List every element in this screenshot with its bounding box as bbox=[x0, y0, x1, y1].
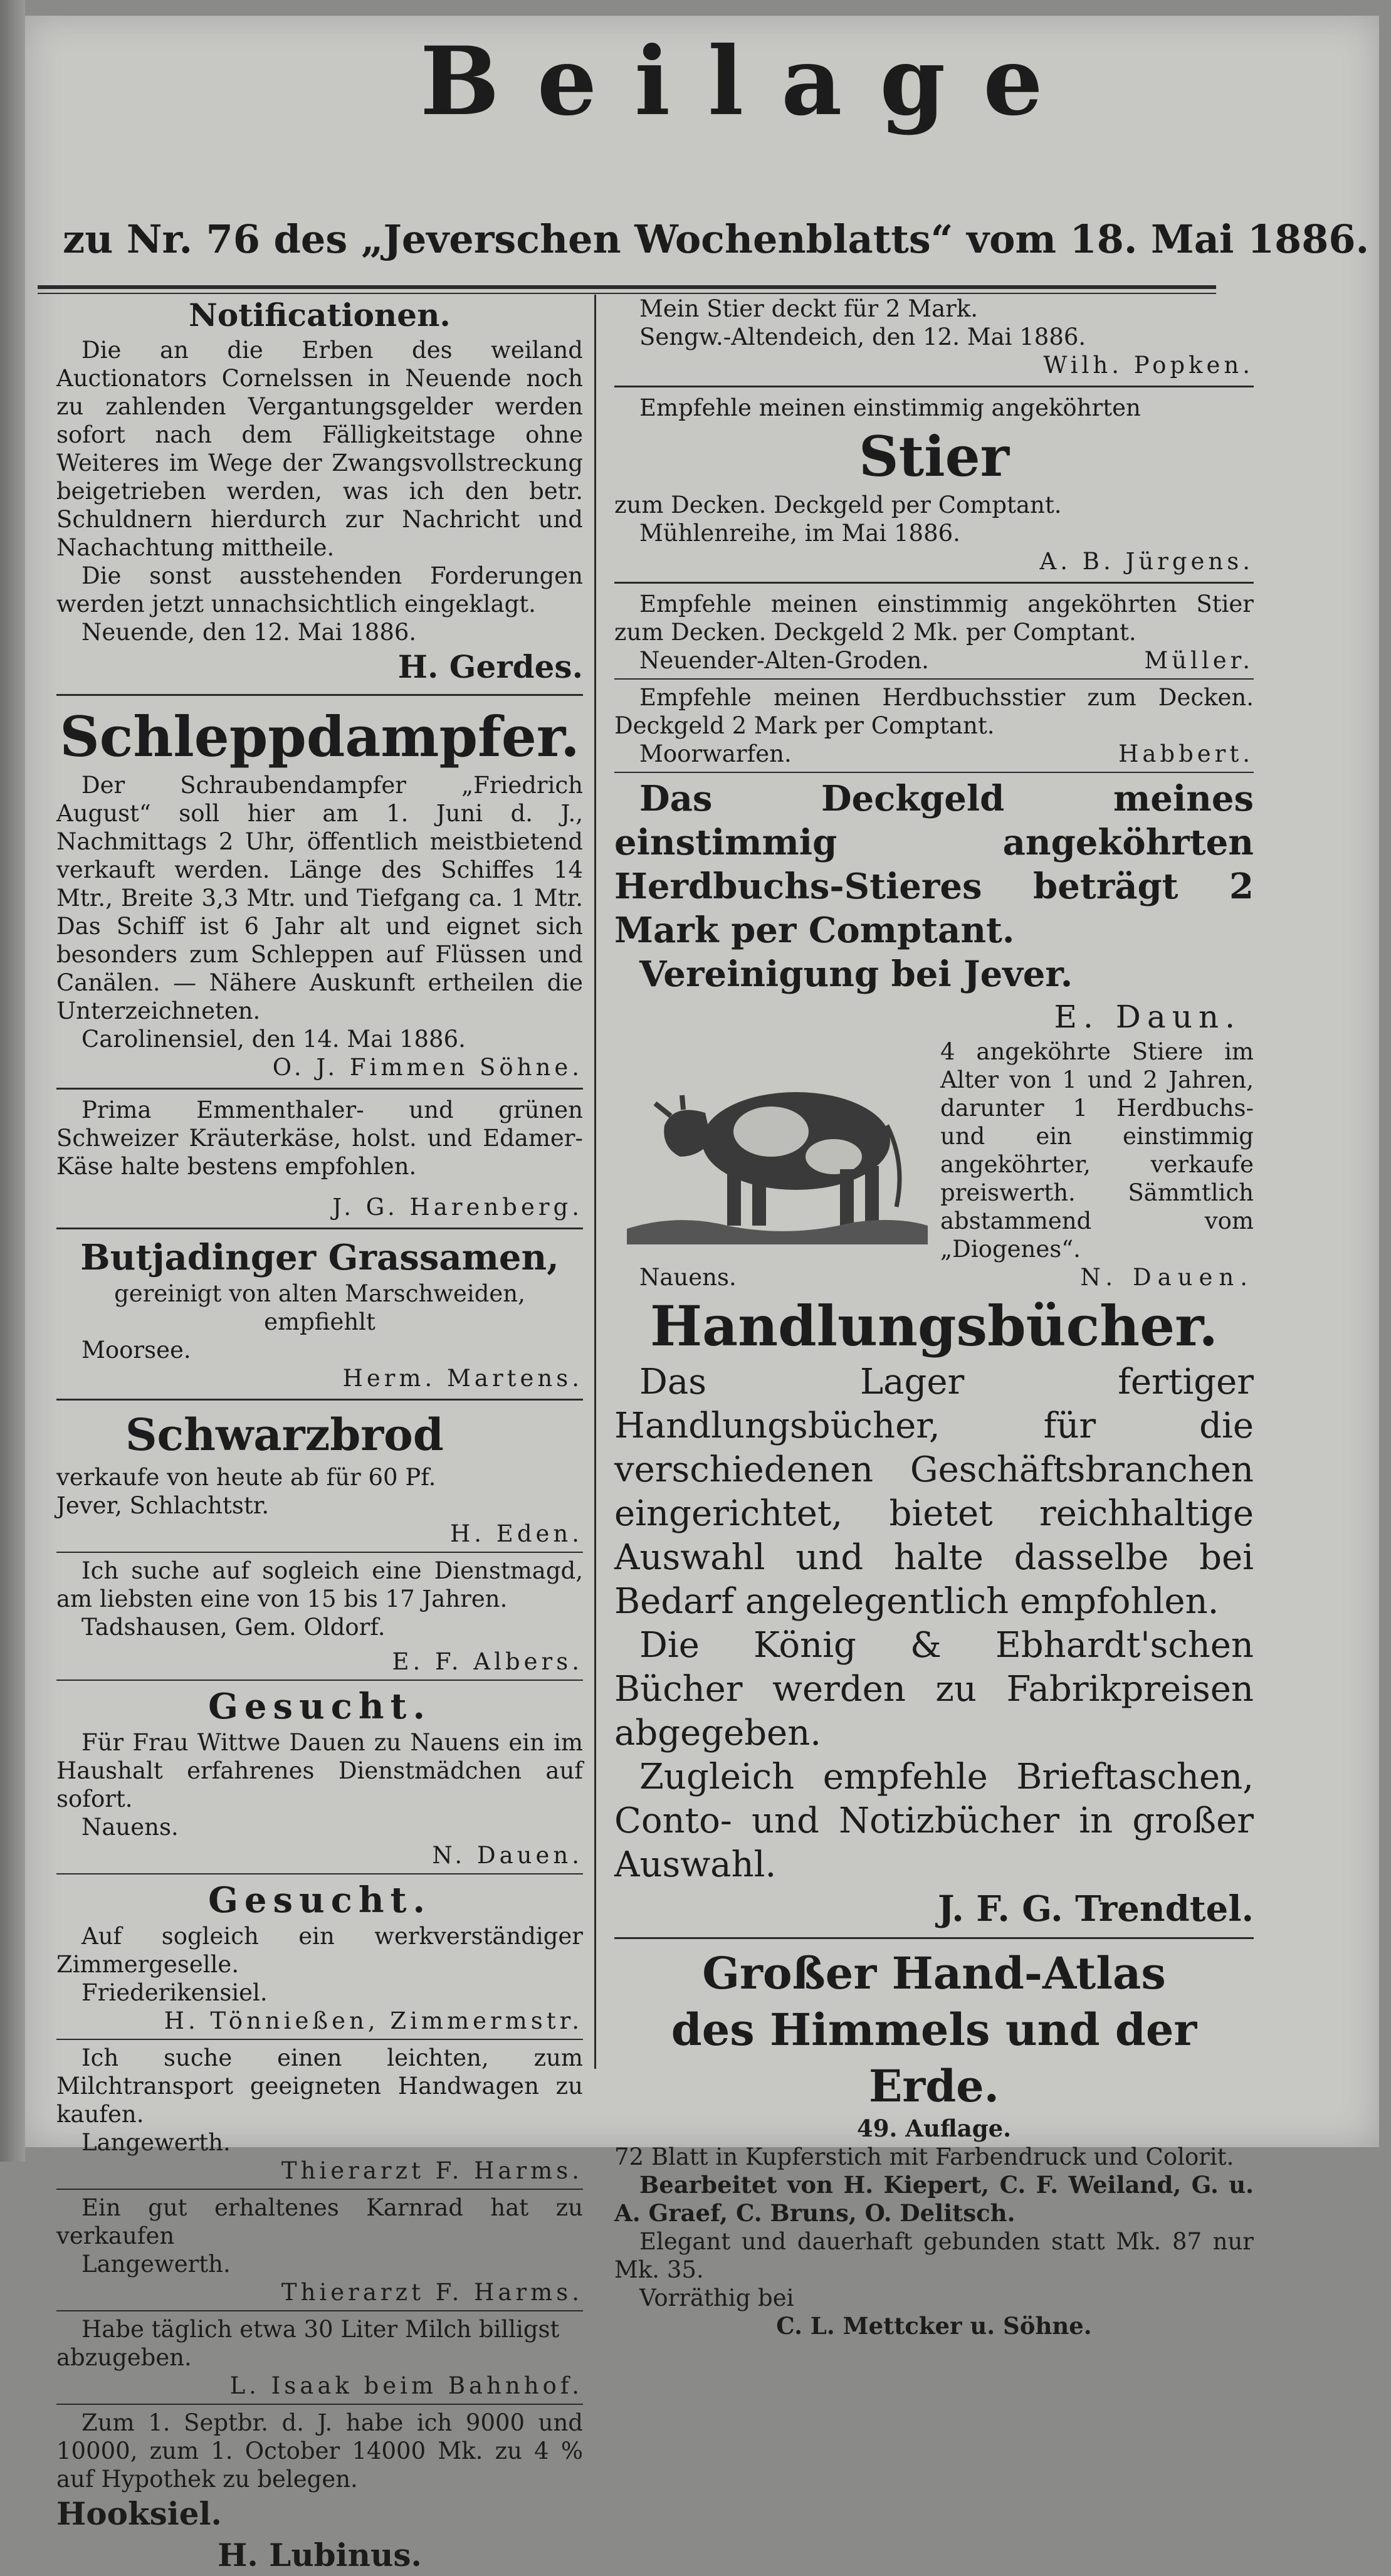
divider bbox=[614, 678, 1254, 680]
atlas-edition: 49. Auflage. bbox=[856, 2115, 1012, 2142]
dauen-place: Nauens. bbox=[639, 1264, 737, 1291]
stier1-line: Mein Stier deckt für 2 Mark. bbox=[639, 295, 979, 322]
brod-heading: Schwarzbrod bbox=[125, 1409, 444, 1461]
brod-sign: H. Eden. bbox=[450, 1520, 583, 1547]
karnrad-body: Ein gut erhaltenes Karnrad hat zu verkaufen bbox=[56, 2194, 583, 2249]
magd-place: Tadshausen, Gem. Oldorf. bbox=[81, 1614, 386, 1641]
gesucht1-body: Für Frau Wittwe Dauen zu Nauens ein im Haushalt erfahrenes Dienstmädchen auf sofort. bbox=[56, 1729, 583, 1812]
right-column bbox=[614, 295, 1254, 2340]
ad-stier-popken bbox=[614, 295, 1254, 379]
stier4-place: Moorwarfen. bbox=[639, 740, 792, 767]
page-subtitle: zu Nr. 76 des „Jeverschen Wochenblatts“ vom 18. Mai 1886. bbox=[63, 216, 1370, 262]
kaese-sign: J. G. Harenberg. bbox=[332, 1194, 583, 1221]
dauen-body: 4 angeköhrte Stiere im Alter von 1 und 2 Jahren, darunter 1 Herdbuchs- und ein einstimmig angeköhrter, verkaufe preiswerth. Sämmtlich abstammend vom „Diogenes“. bbox=[940, 1038, 1254, 1263]
geld-body: Zum 1. Septbr. d. J. habe ich 9000 und 10000, zum 1. October 14000 Mk. zu 4 % auf Hypothek zu belegen. bbox=[56, 2409, 583, 2493]
stier1-sign: Wilh. Popken. bbox=[1043, 352, 1254, 379]
cow-illustration bbox=[627, 1038, 928, 1244]
gesucht2-place: Friederikensiel. bbox=[81, 1979, 268, 2006]
ad-dauen-stiere bbox=[614, 1038, 1254, 1291]
ad-handlungsbuecher bbox=[614, 1291, 1254, 1931]
divider bbox=[56, 2189, 583, 2190]
atlas-sign: C. L. Mettcker u. Söhne. bbox=[776, 2312, 1092, 2340]
page-title: Beilage bbox=[420, 26, 1081, 137]
handwagen-sign: Thierarzt F. Harms. bbox=[281, 2157, 583, 2184]
stier3-body: Empfehle meinen einstimmig angeköhrten Stier zum Decken. Deckgeld 2 Mk. per Comptant. bbox=[614, 591, 1254, 646]
divider bbox=[614, 772, 1254, 773]
buecher-body2: Die König & Ebhardt'schen Bücher werden zu Fabrikpreisen abgegeben. bbox=[614, 1625, 1254, 1753]
gras-sign: Herm. Martens. bbox=[342, 1365, 583, 1392]
daun-place: Vereinigung bei Jever. bbox=[639, 954, 1073, 995]
divider bbox=[614, 1937, 1254, 1939]
divider bbox=[56, 1873, 583, 1874]
stier2-line2: zum Decken. Deckgeld per Comptant. bbox=[614, 492, 1062, 518]
header-rule bbox=[38, 285, 1216, 289]
notif-heading: Notificationen. bbox=[189, 297, 451, 334]
stier3-footer bbox=[614, 646, 1254, 675]
column-separator bbox=[594, 295, 596, 2069]
notif-place: Neuende, den 12. Mai 1886. bbox=[81, 619, 417, 646]
notif-sign: H. Gerdes. bbox=[397, 648, 583, 685]
divider bbox=[56, 2310, 583, 2311]
newspaper-page bbox=[25, 16, 1379, 2573]
karnrad-sign: Thierarzt F. Harms. bbox=[281, 2279, 583, 2306]
buecher-body3: Zugleich empfehle Brieftaschen, Conto- und Notizbücher in großer Auswahl. bbox=[614, 1757, 1254, 1885]
atlas-line4: Vorräthig bei bbox=[639, 2284, 794, 2311]
milch-sign: L. Isaak beim Bahnhof. bbox=[229, 2372, 583, 2399]
ad-karnrad bbox=[56, 2194, 583, 2306]
buecher-heading: Handlungsbücher. bbox=[649, 1293, 1219, 1359]
ad-gesucht-2 bbox=[56, 1878, 583, 2035]
handwagen-place: Langewerth. bbox=[81, 2129, 231, 2156]
magd-body: Ich suche auf sogleich eine Dienstmagd, am liebsten eine von 15 bis 17 Jahren. bbox=[56, 1557, 583, 1612]
divider bbox=[56, 1552, 583, 1553]
header-rule-thin bbox=[38, 293, 1216, 294]
ad-daun bbox=[614, 777, 1254, 1038]
schlepp-body: Der Schraubendampfer „Friedrich August“ soll hier am 1. Juni d. J., Nachmittags 2 Uhr, öffentlich meistbietend verkauft werden. Länge des Schiffes 14 Mtr., Breite 3,3 Mtr. und Tiefgang ca. 1 Mtr. Das Schiff ist 6 Jahr alt und eignet sich besonders zum Schleppen auf Flüssen und Canälen. — Nähere Auskunft ertheilen die Unterzeichneten. bbox=[56, 772, 583, 1024]
divider bbox=[614, 582, 1254, 584]
ad-gesucht-1 bbox=[56, 1685, 583, 1869]
dauen-footer bbox=[614, 1263, 1254, 1291]
atlas-line3: Elegant und dauerhaft gebunden statt Mk. 87 nur Mk. 35. bbox=[614, 2228, 1254, 2283]
schlepp-place: Carolinensiel, den 14. Mai 1886. bbox=[81, 1026, 466, 1053]
stier2-line1: Empfehle meinen einstimmig angeköhrten bbox=[639, 394, 1141, 421]
schlepp-sign: O. J. Fimmen Söhne. bbox=[272, 1054, 583, 1081]
atlas-line1: 72 Blatt in Kupferstich mit Farbendruck und Colorit. bbox=[614, 2143, 1234, 2170]
gesucht1-sign: N. Dauen. bbox=[432, 1842, 583, 1869]
divider bbox=[56, 1680, 583, 1681]
stier2-sign: A. B. Jürgens. bbox=[1039, 548, 1254, 575]
ad-notifications bbox=[56, 295, 583, 688]
notif-body1: Die an die Erben des weiland Auctionators Cornelssen in Neuende noch zu zahlenden Vergantungsgelder werden sofort nach dem Fälligkeitstage ohne Weiteres im Wege der Zwangsvollstreckung beigetrieben werden, was ich den betr. Schuldnern hierdurch zur Nachricht und Nachachtung mittheile. bbox=[56, 337, 583, 561]
atlas-heading2: des Himmels und der Erde. bbox=[671, 2004, 1197, 2112]
gras-heading: Butjadinger Grassamen, bbox=[80, 1237, 559, 1278]
divider bbox=[56, 2404, 583, 2405]
atlas-line2: Bearbeitet von H. Kiepert, C. F. Weiland, G. u. A. Graef, C. Bruns, O. Delitsch. bbox=[614, 2171, 1254, 2227]
daun-body: Das Deckgeld meines einstimmig angeköhrten Herdbuchs-Stieres beträgt 2 Mark per Comptant. bbox=[614, 778, 1254, 951]
stier4-body: Empfehle meinen Herdbuchsstier zum Decken. Deckgeld 2 Mark per Comptant. bbox=[614, 684, 1254, 739]
ad-stier-juergens bbox=[614, 394, 1254, 576]
ad-kaese bbox=[56, 1096, 583, 1221]
divider bbox=[614, 386, 1254, 387]
gesucht2-body: Auf sogleich ein werkverständiger Zimmergeselle. bbox=[56, 1923, 583, 1978]
handwagen-body: Ich suche einen leichten, zum Milchtransport geeigneten Handwagen zu kaufen. bbox=[56, 2044, 583, 2128]
notif-body2: Die sonst ausstehenden Forderungen werden jetzt unnachsichtlich eingeklagt. bbox=[56, 562, 583, 618]
buecher-sign: J. F. G. Trendtel. bbox=[938, 1888, 1254, 1930]
divider bbox=[56, 694, 583, 696]
gesucht1-heading: Gesucht. bbox=[208, 1686, 431, 1727]
stier4-footer bbox=[614, 740, 1254, 768]
gras-place: Moorsee. bbox=[81, 1337, 191, 1364]
divider bbox=[56, 2039, 583, 2040]
ad-grassamen bbox=[56, 1236, 583, 1392]
kaese-body: Prima Emmenthaler- und grünen Schweizer Kräuterkäse, holst. und Edamer-Käse halte bestens empfohlen. bbox=[56, 1096, 583, 1180]
karnrad-place: Langewerth. bbox=[81, 2251, 231, 2278]
stier1-place: Sengw.-Altendeich, den 12. Mai 1886. bbox=[639, 323, 1086, 350]
geld-sign: H. Lubinus. bbox=[218, 2537, 422, 2573]
left-column bbox=[56, 295, 583, 2576]
gras-body: gereinigt von alten Marschweiden, empfiehlt bbox=[114, 1280, 525, 1335]
stier3-place: Neuender-Alten-Groden. bbox=[639, 647, 929, 674]
ad-dienstmagd bbox=[56, 1557, 583, 1676]
ad-stier-habbert bbox=[614, 683, 1254, 768]
stier4-sign: Habbert. bbox=[1118, 740, 1254, 767]
gesucht1-place: Nauens. bbox=[81, 1814, 179, 1841]
stier2-heading: Stier bbox=[859, 424, 1009, 489]
ad-hypothek bbox=[56, 2409, 583, 2576]
daun-sign: E. Daun. bbox=[1054, 999, 1241, 1035]
ad-handwagen bbox=[56, 2044, 583, 2185]
gesucht2-sign: H. Tönnießen, Zimmermstr. bbox=[164, 2007, 583, 2034]
stier3-sign: Müller. bbox=[1144, 647, 1254, 674]
ad-hand-atlas bbox=[614, 1945, 1254, 2340]
atlas-heading1: Großer Hand-Atlas bbox=[702, 1947, 1166, 1999]
milch-body: Habe täglich etwa 30 Liter Milch billigst abzugeben. bbox=[56, 2316, 560, 2371]
brod-body: verkaufe von heute ab für 60 Pf. bbox=[56, 1464, 436, 1491]
brod-place: Jever, Schlachtstr. bbox=[56, 1492, 270, 1519]
stier2-place: Mühlenreihe, im Mai 1886. bbox=[639, 520, 960, 547]
ad-stier-mueller bbox=[614, 590, 1254, 675]
left-edge-binding bbox=[0, 0, 25, 2162]
magd-sign: E. F. Albers. bbox=[392, 1648, 583, 1675]
schlepp-heading: Schleppdampfer. bbox=[60, 704, 580, 769]
ad-schleppdampfer bbox=[56, 702, 583, 1081]
divider bbox=[56, 1399, 583, 1401]
gesucht2-heading: Gesucht. bbox=[208, 1879, 431, 1921]
ad-schwarzbrod bbox=[56, 1407, 583, 1548]
divider bbox=[56, 1088, 583, 1090]
geld-place: Hooksiel. bbox=[56, 2495, 222, 2532]
dauen-sign: N. Dauen. bbox=[1080, 1264, 1254, 1291]
divider bbox=[56, 1228, 583, 1229]
ad-milch bbox=[56, 2315, 583, 2400]
buecher-body1: Das Lager fertiger Handlungsbücher, für die verschiedenen Geschäftsbranchen eingerichtet, bietet reichhaltige Auswahl und halte dasselbe bei Bedarf angelegentlich empfohlen. bbox=[614, 1362, 1254, 1622]
